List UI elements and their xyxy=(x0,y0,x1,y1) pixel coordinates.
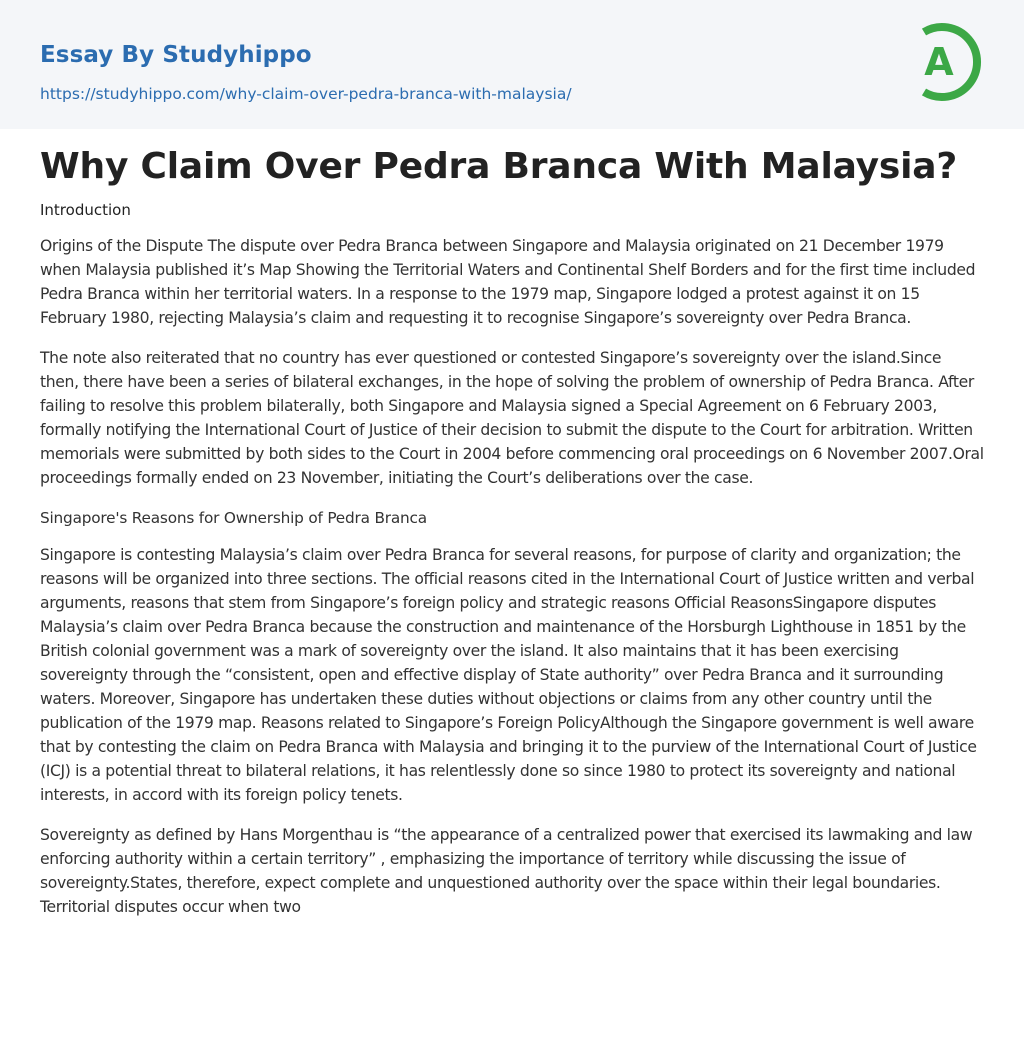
essay-title: Why Claim Over Pedra Branca With Malaysia? xyxy=(40,146,958,187)
logo-letter: A xyxy=(924,40,954,84)
intro-heading: Introduction xyxy=(40,201,131,219)
section-heading: Singapore's Reasons for Ownership of Pedra Branca xyxy=(40,509,427,527)
essay-content xyxy=(40,143,984,919)
essay-paragraph: Sovereignty as defined by Hans Morgenthau is “the appearance of a centralized power that exercised its lawmaking and law enforcing authority within a certain territory” , emphasizing the importance of territory while discussing the issue of sovereignty.States, therefore, expect complete and unquestioned authority over the space within their legal boundaries. Territorial disputes occur when two xyxy=(40,826,973,916)
essay-url-link[interactable]: https://studyhippo.com/why-claim-over-pedra-branca-with-malaysia/ xyxy=(40,85,572,103)
site-header xyxy=(0,0,1024,129)
site-brand[interactable]: Essay By Studyhippo xyxy=(40,42,312,68)
essay-paragraph: Singapore is contesting Malaysia’s claim over Pedra Branca for several reasons, for purpose of clarity and organization; the reasons will be organized into three sections. The official reasons cited in the International Court of Justice written and verbal arguments, reasons that stem from Singapore’s foreign policy and strategic reasons Official ReasonsSingapore disputes Malaysia’s claim over Pedra Branca because the construction and maintenance of the Horsburgh Lighthouse in 1851 by the British colonial government was a mark of sovereignty over the island. It also maintains that it has been exercising sovereignty through the “consistent, open and effective display of State authority” over Pedra Branca and it surrounding waters. Moreover, Singapore has undertaken these duties without objections or claims from any other country until the publication of the 1979 map. Reasons related to Singapore’s Foreign PolicyAlthough the Singapore government is well aware that by contesting the claim on Pedra Branca with Malaysia and bringing it to the purview of the International Court of Justice (ICJ) is a potential threat to bilateral relations, it has relentlessly done so since 1980 to protect its sovereignty and national interests, in accord with its foreign policy tenets. xyxy=(40,546,977,804)
essay-paragraph: Origins of the Dispute The dispute over Pedra Branca between Singapore and Malaysia originated on 21 December 1979 when Malaysia published it’s Map Showing the Territorial Waters and Continental Shelf Borders and for the first time included Pedra Branca within her territorial waters. In a response to the 1979 map, Singapore lodged a protest against it on 15 February 1980, rejecting Malaysia’s claim and requesting it to recognise Singapore’s sovereignty over Pedra Branca. xyxy=(40,237,976,327)
essay-paragraph: The note also reiterated that no country has ever questioned or contested Singapore’s sovereignty over the island.Since then, there have been a series of bilateral exchanges, in the hope of solving the problem of ownership of Pedra Branca. After failing to resolve this problem bilaterally, both Singapore and Malaysia signed a Special Agreement on 6 February 2003, formally notifying the International Court of Justice of their decision to submit the dispute to the Court for arbitration. Written memorials were submitted by both sides to the Court in 2004 before commencing oral proceedings on 6 November 2007.Oral proceedings formally ended on 23 November, initiating the Court’s deliberations over the case. xyxy=(40,349,984,487)
studyhippo-logo-icon[interactable] xyxy=(912,18,986,106)
